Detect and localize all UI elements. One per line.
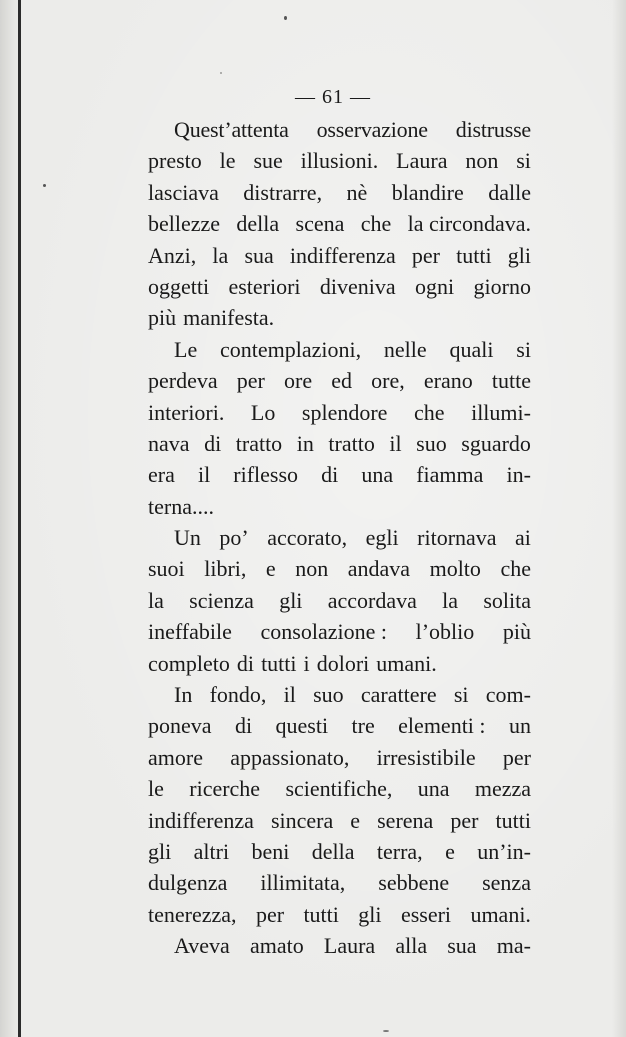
word: di — [204, 430, 222, 456]
word: non — [295, 556, 329, 582]
word: distrarre, — [243, 179, 323, 205]
word: ai — [515, 525, 531, 551]
text-line — [148, 585, 531, 616]
word: sguardo — [461, 430, 531, 456]
word: dolori — [316, 650, 370, 676]
word: il — [197, 462, 211, 488]
word: manifesta. — [183, 305, 275, 331]
word: Un — [174, 525, 201, 551]
word: Quest’attenta — [174, 117, 289, 142]
word: terra, — [376, 838, 423, 864]
word: tutte — [491, 368, 531, 394]
word: i — [303, 650, 310, 676]
word: andava — [347, 556, 411, 582]
body-text — [148, 114, 531, 962]
word: per — [411, 242, 441, 268]
word: illumi- — [471, 399, 531, 425]
text-line — [148, 114, 531, 145]
word: scena — [295, 211, 345, 237]
word: si — [516, 336, 531, 362]
word: terna.... — [148, 493, 214, 519]
word: consolazione : — [260, 619, 387, 645]
word: Aveva — [174, 933, 230, 959]
word: suo — [416, 430, 447, 456]
word: una — [361, 462, 394, 488]
word: della — [236, 211, 280, 237]
word: le — [148, 776, 164, 802]
scan-speck — [220, 72, 222, 74]
word: la — [442, 587, 459, 613]
word: tutti — [303, 901, 339, 927]
word: di — [236, 650, 255, 676]
word: il — [283, 682, 296, 708]
scan-speck — [383, 1030, 389, 1032]
word: umani. — [376, 650, 437, 676]
text-line — [148, 836, 531, 867]
page-edge-shadow — [612, 0, 626, 1037]
word: suo — [313, 682, 344, 708]
word: bellezze — [148, 211, 221, 237]
word: senza — [482, 870, 531, 896]
word: presto — [148, 148, 202, 174]
word: tre — [351, 713, 375, 739]
word: sue — [253, 148, 283, 174]
word: più — [502, 619, 531, 645]
word: beni — [251, 838, 290, 864]
word: diveniva — [319, 273, 396, 299]
word: osservazione — [316, 117, 428, 142]
word: scientifiche, — [285, 776, 393, 802]
word: che — [360, 211, 392, 237]
word: Anzi, — [148, 242, 197, 268]
word: amore — [148, 744, 203, 770]
word: molto — [429, 556, 481, 582]
word: ore, — [371, 368, 405, 394]
word: egli — [365, 525, 399, 551]
word: per — [450, 807, 479, 833]
text-line — [148, 522, 531, 553]
word: accorato, — [267, 525, 348, 551]
text-line — [148, 365, 531, 396]
text-line — [148, 428, 531, 459]
word: e — [445, 838, 455, 864]
word: che — [500, 556, 531, 582]
text-line — [148, 208, 531, 239]
word: di — [234, 713, 253, 739]
text-line — [148, 271, 531, 302]
word: della — [311, 838, 355, 864]
word: quali — [449, 336, 494, 362]
text-line — [148, 459, 531, 490]
word: nè — [346, 179, 368, 205]
word: tutti — [495, 807, 531, 833]
word: appassionato, — [230, 744, 350, 770]
word: non — [465, 148, 499, 174]
word: si — [516, 148, 531, 174]
word: era — [148, 462, 175, 488]
word: dulgenza — [148, 870, 228, 896]
word: contemplazioni, — [220, 336, 362, 362]
word: splendore — [301, 399, 388, 425]
word: interiori. — [148, 399, 225, 425]
word: ricerche — [189, 776, 261, 802]
word: Laura — [396, 148, 448, 174]
word: lasciava — [148, 179, 219, 205]
word: ore — [284, 368, 313, 394]
text-line — [148, 742, 531, 773]
word: Laura — [323, 933, 376, 959]
word: riflesso — [233, 462, 299, 488]
text-line — [148, 773, 531, 804]
binding-edge-line — [18, 0, 21, 1037]
word: gli — [148, 838, 172, 864]
word: ogni — [415, 273, 455, 299]
word: un’in- — [477, 838, 531, 864]
word: sebbene — [378, 870, 450, 896]
word: alla — [395, 933, 428, 959]
word: elementi : — [398, 713, 486, 739]
word: fiamma — [416, 462, 484, 488]
word: questi — [275, 713, 329, 739]
text-line — [148, 145, 531, 176]
word: scienza — [189, 587, 254, 613]
word: in- — [506, 462, 531, 488]
word: erano — [423, 368, 473, 394]
word: si — [453, 682, 469, 708]
word: perdeva — [148, 368, 218, 394]
word: blandire — [391, 179, 464, 205]
word: sincera — [270, 807, 334, 833]
word: tutti — [456, 242, 492, 268]
word: la — [148, 587, 164, 613]
word: serena — [377, 807, 434, 833]
word: solita — [483, 587, 531, 613]
word: tutti — [261, 650, 297, 676]
word: po’ — [219, 525, 249, 551]
word: la — [212, 242, 229, 268]
page-number: — 61 — — [295, 86, 371, 108]
word: giorno — [473, 273, 531, 299]
word: in — [296, 430, 314, 456]
word: completo — [148, 650, 230, 676]
word: tratto — [235, 430, 283, 456]
word: illusioni. — [300, 148, 379, 174]
word: accordava — [327, 587, 417, 613]
word: ritornava — [417, 525, 497, 551]
word: libri, — [204, 556, 247, 582]
word: e — [350, 807, 361, 833]
word: suoi — [148, 556, 185, 582]
text-line — [148, 899, 531, 930]
word: oggetti — [148, 273, 210, 299]
word: per — [502, 744, 531, 770]
word: esteriori — [228, 273, 301, 299]
word: gli — [507, 242, 531, 268]
word: più — [148, 305, 177, 331]
word: gli — [358, 901, 382, 927]
word: un — [508, 713, 531, 739]
word: per — [236, 368, 265, 394]
word: esseri — [400, 901, 452, 927]
word: indifferenza — [148, 807, 254, 833]
word: tenerezza, — [148, 901, 237, 927]
word: ineffabile — [148, 619, 232, 645]
word: e — [265, 556, 276, 582]
word: irresistibile — [376, 744, 476, 770]
word: amato — [249, 933, 304, 959]
word: il — [389, 430, 402, 456]
word: umani. — [470, 901, 531, 927]
scan-speck — [284, 16, 287, 20]
text-line — [148, 302, 531, 333]
text-line — [148, 177, 531, 208]
word: tratto — [328, 430, 375, 456]
word: gli — [279, 587, 303, 613]
word: sua — [447, 933, 477, 959]
text-line — [148, 616, 531, 647]
word: l’oblio — [415, 619, 475, 645]
text-line — [148, 334, 531, 365]
word: illimitata, — [260, 870, 346, 896]
word: In — [174, 682, 193, 708]
word: dalle — [488, 179, 531, 205]
text-line — [148, 930, 531, 961]
word: che — [414, 399, 445, 425]
word: distrusse — [455, 117, 531, 142]
text-line — [148, 491, 531, 522]
word: per — [255, 901, 285, 927]
word: sua — [244, 242, 274, 268]
word: ed — [331, 368, 352, 394]
word: una — [417, 776, 450, 802]
word: poneva — [148, 713, 212, 739]
word: ma- — [496, 933, 531, 959]
text-line — [148, 805, 531, 836]
word: nelle — [383, 336, 427, 362]
text-line — [148, 679, 531, 710]
word: di — [321, 462, 339, 488]
word: la circondava. — [407, 211, 531, 237]
text-line — [148, 648, 531, 679]
word: Le — [174, 336, 198, 362]
text-line — [148, 710, 531, 741]
word: fondo, — [209, 682, 267, 708]
text-line — [148, 867, 531, 898]
word: le — [219, 148, 236, 174]
word: mezza — [474, 776, 531, 802]
word: nava — [148, 430, 190, 456]
word: com- — [485, 682, 531, 708]
scan-speck — [43, 184, 46, 187]
word: altri — [193, 838, 230, 864]
text-line — [148, 240, 531, 271]
text-line — [148, 397, 531, 428]
text-line — [148, 553, 531, 584]
word: indifferenza — [289, 242, 396, 268]
word: carattere — [360, 682, 437, 708]
word: Lo — [250, 399, 276, 425]
